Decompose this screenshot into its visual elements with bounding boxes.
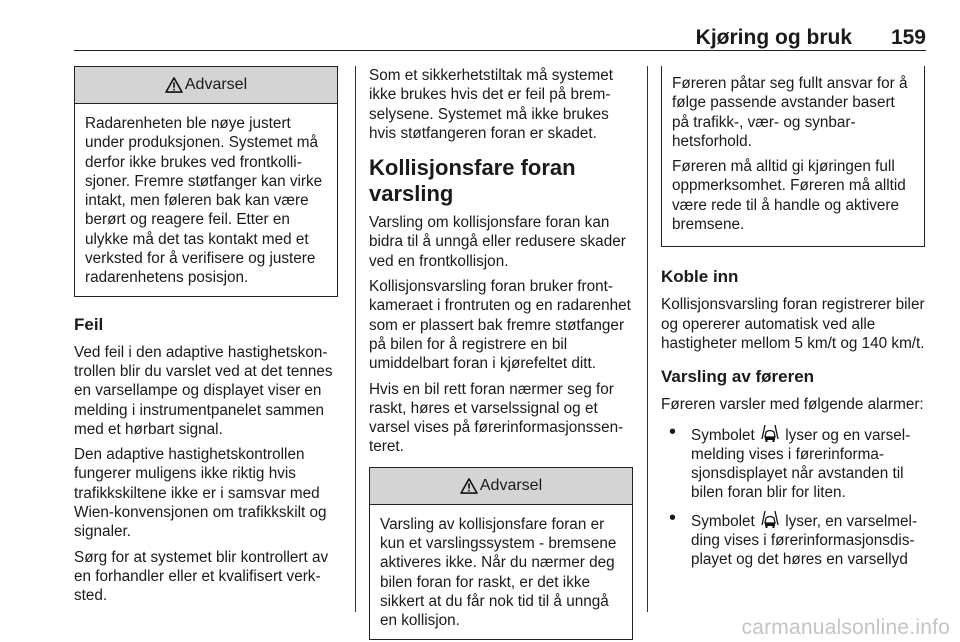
paragraph: Sørg for at systemet blir kontrollert av en forhandler eller et kvalifisert verksted. xyxy=(74,548,329,605)
column-divider xyxy=(355,66,356,612)
column-2 xyxy=(369,66,633,640)
column-1 xyxy=(74,66,338,612)
page-number: 159 xyxy=(890,26,926,49)
column-divider xyxy=(647,66,648,612)
warning-text: Radarenheten ble nøye justert under produksjonen. Systemet må derfor ikke brukes ved frontkollisjoner. Fremre støtfanger kan virke intakt, men føleren bak kan være berørt og reagere feil. Etter en ulykke må det tas kontakt med et verksted for å verifisere og justere radarenhetens posisjon. xyxy=(85,115,323,287)
section-heading-varsling: Varsling av føreren xyxy=(661,367,815,387)
warning-header xyxy=(370,468,632,505)
paragraph: Hvis en bil rett foran nærmer seg for raskt, høres et varselssignal og et varsel vises på førerinformasjonssenteret. xyxy=(369,380,624,456)
warning-triangle-icon xyxy=(165,77,183,93)
list-item: • Symbolet lyser, en varselmelding vises i førerinformasjonsdisplayet og det høres en varsellyd xyxy=(661,509,925,570)
paragraph: Føreren påtar seg fullt ansvar for å følge passende avstander basert på trafikk-, vær- og synbarhetsforhold. xyxy=(672,75,908,150)
warning-title: Advarsel xyxy=(184,76,248,94)
paragraph: Ved feil i den adaptive hastighetskontrollen blir du varslet ved at det tennes en varsellampe og displayet viser en melding i instrumentpanelet sammen med et hørbart signal. xyxy=(74,343,333,438)
paragraph: Den adaptive hastighetskontrollen fungerer muligens ikke riktig hvis trafikkskiltene ikke er i samsvar med Wien-konvensjonen om trafikkskilt og signaler. xyxy=(74,446,327,541)
front-collision-car-icon xyxy=(759,509,781,529)
paragraph: Kollisjonsvarsling foran registrerer biler og opererer automatisk ved alle hastigheter mellom 5 km/t og 140 km/t. xyxy=(661,296,925,352)
paragraph: Varsling om kollisjonsfare foran kan bidra til å unngå eller redusere skader ved en frontkollisjon. xyxy=(369,214,626,270)
chapter-title: Kjøring og bruk xyxy=(695,26,852,49)
section-heading-koble-inn: Koble inn xyxy=(661,267,739,287)
warning-header xyxy=(75,67,337,104)
list-item: • Symbolet lyser og en varselmelding vises i førerinformasjonsdisplayet når avstanden til bilen foran blir for liten. xyxy=(661,423,925,503)
page-header xyxy=(74,26,926,51)
alarm-list xyxy=(661,423,925,570)
warning-text: Varsling av kollisjonsfare foran er kun et varslingssystem - bremsene aktiveres ikke. Når du nærmer deg bilen foran for raskt, er det ikke sikkert at du får nok tid til å unngå en kollisjon. xyxy=(380,515,617,630)
warning-triangle-icon xyxy=(460,478,478,494)
warning-title: Advarsel xyxy=(479,477,543,495)
section-title-collision-warning: Kollisjonsfare foran varsling xyxy=(369,155,576,207)
paragraph: Føreren må alltid gi kjøringen full oppmerksomhet. Føreren må alltid være rede til å handle og aktivere bremsene. xyxy=(672,158,906,234)
section-heading-feil: Feil xyxy=(74,314,104,334)
paragraph: Som et sikkerhetstiltak må systemet ikke brukes hvis det er feil på bremselysene. Systemet må ikke brukes hvis støtfangeren foran er skadet. xyxy=(369,67,613,142)
front-collision-car-icon xyxy=(759,423,781,443)
paragraph: Føreren varsler med følgende alarmer: xyxy=(661,396,924,414)
watermark-text: carmanualsonline.info xyxy=(741,616,950,639)
warning-continuation-box xyxy=(661,66,925,247)
warning-box xyxy=(369,467,633,640)
paragraph: Kollisjonsvarsling foran bruker frontkameraet i frontruten og en radarenhet som er plassert bak fremre støtfanger på bilen for å registrere en bil umiddelbart foran i kjørefeltet ditt. xyxy=(369,278,631,373)
column-3 xyxy=(661,66,925,576)
warning-box xyxy=(74,66,338,297)
